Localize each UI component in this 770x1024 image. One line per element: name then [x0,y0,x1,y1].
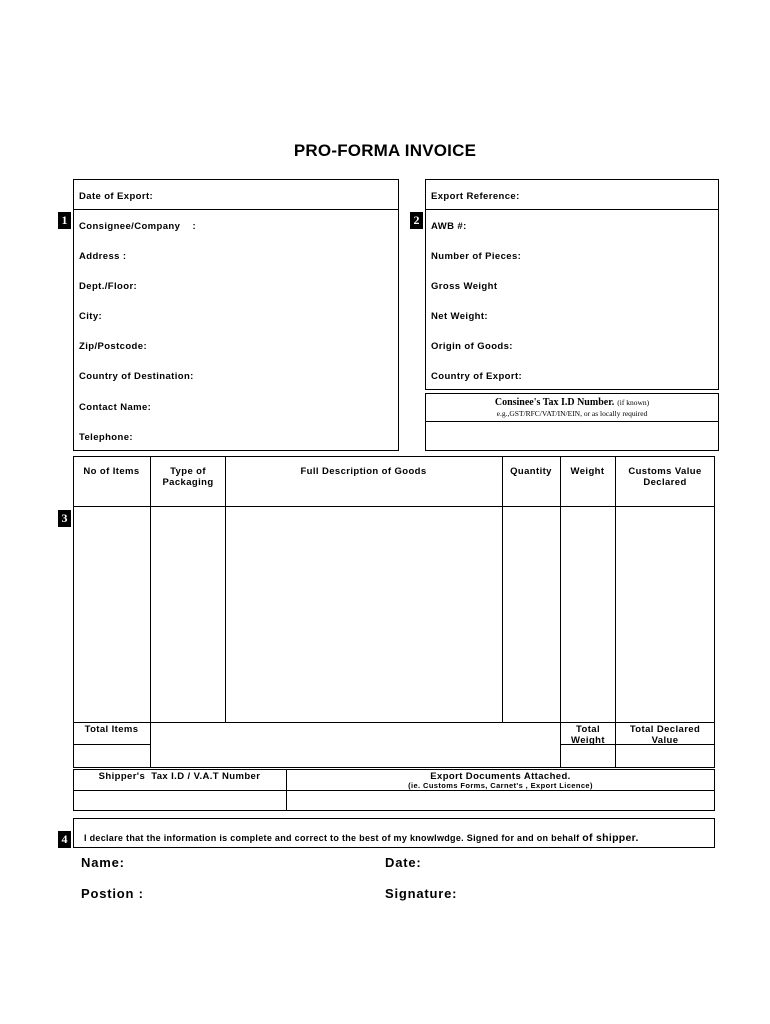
divider [425,421,719,422]
gross-weight-field[interactable]: Gross Weight [431,281,498,292]
goods-entry-area[interactable] [75,508,713,720]
divider [425,209,719,210]
contact-name-field[interactable]: Contact Name: [79,402,152,413]
dept-floor-field[interactable]: Dept./Floor: [79,281,138,292]
col-header-quantity: Quantity [510,466,552,477]
name-field[interactable]: Name: [81,855,125,870]
shipper-tax-id-input[interactable] [75,792,285,810]
total-items-input[interactable] [75,746,149,766]
telephone-field[interactable]: Telephone: [79,432,133,443]
export-documents-input[interactable] [288,792,713,810]
number-of-pieces-field[interactable]: Number of Pieces: [431,251,522,262]
divider [73,209,399,210]
total-weight-label: Total Weight [571,724,605,746]
awb-field[interactable]: AWB #: [431,221,467,232]
export-reference-field[interactable]: Export Reference: [431,191,520,202]
tax-id-input[interactable] [427,423,717,449]
tax-id-heading [425,397,719,408]
position-field[interactable]: Postion : [81,886,144,901]
country-of-export-field[interactable]: Country of Export: [431,371,523,382]
tax-id-title: Consinee's Tax I.D Number. [494,397,615,408]
total-declared-value-label: Total Declared Value [629,724,701,746]
section-badge-4: 4 [58,831,71,848]
col-header-no-of-items: No of Items [83,466,140,477]
section-badge-1: 1 [58,212,71,229]
tax-id-note: (if known) [617,398,650,407]
col-header-customs-value: Customs Value Declared [628,466,702,488]
date-field[interactable]: Date: [385,855,422,870]
col-header-type-of-packaging: Type of Packaging [162,466,214,488]
export-documents-note: (ie. Customs Forms, Carnet's , Export Licence) [408,781,593,790]
col-header-weight: Weight [570,466,605,477]
shipper-tax-id-label: Shipper's Tax I.D / V.A.T Number [98,771,261,782]
consignee-company-field[interactable]: Consignee/Company : [79,221,197,232]
col-header-description: Full Description of Goods [300,466,427,477]
zip-postcode-field[interactable]: Zip/Postcode: [79,341,148,352]
total-weight-input[interactable] [562,746,614,766]
divider [73,790,715,791]
net-weight-field[interactable]: Net Weight: [431,311,488,322]
country-of-destination-field[interactable]: Country of Destination: [79,371,194,382]
tax-id-example: e.g.,GST/RFC/VAT/IN/EIN, or as locally required [496,409,648,418]
declaration-body: I declare that the information is complete and correct to the best of my knowlwdge. Signed for and on behalf [84,833,580,843]
declaration-text [84,832,639,844]
table-header-rule [73,506,715,507]
section-badge-2: 2 [410,212,423,229]
total-value-input[interactable] [617,746,713,766]
table-subtotal-rule [73,744,151,745]
signature-field[interactable]: Signature: [385,886,458,901]
table-total-rule [73,722,715,723]
city-field[interactable]: City: [79,311,103,322]
page-title: PRO-FORMA INVOICE [293,141,477,160]
origin-of-goods-field[interactable]: Origin of Goods: [431,341,513,352]
date-of-export-field[interactable]: Date of Export: [79,191,154,202]
total-items-label: Total Items [84,724,139,735]
section-badge-3: 3 [58,510,71,527]
declaration-tail: of shipper. [582,832,639,844]
address-field[interactable]: Address : [79,251,127,262]
export-documents-label: Export Documents Attached. [430,771,571,782]
